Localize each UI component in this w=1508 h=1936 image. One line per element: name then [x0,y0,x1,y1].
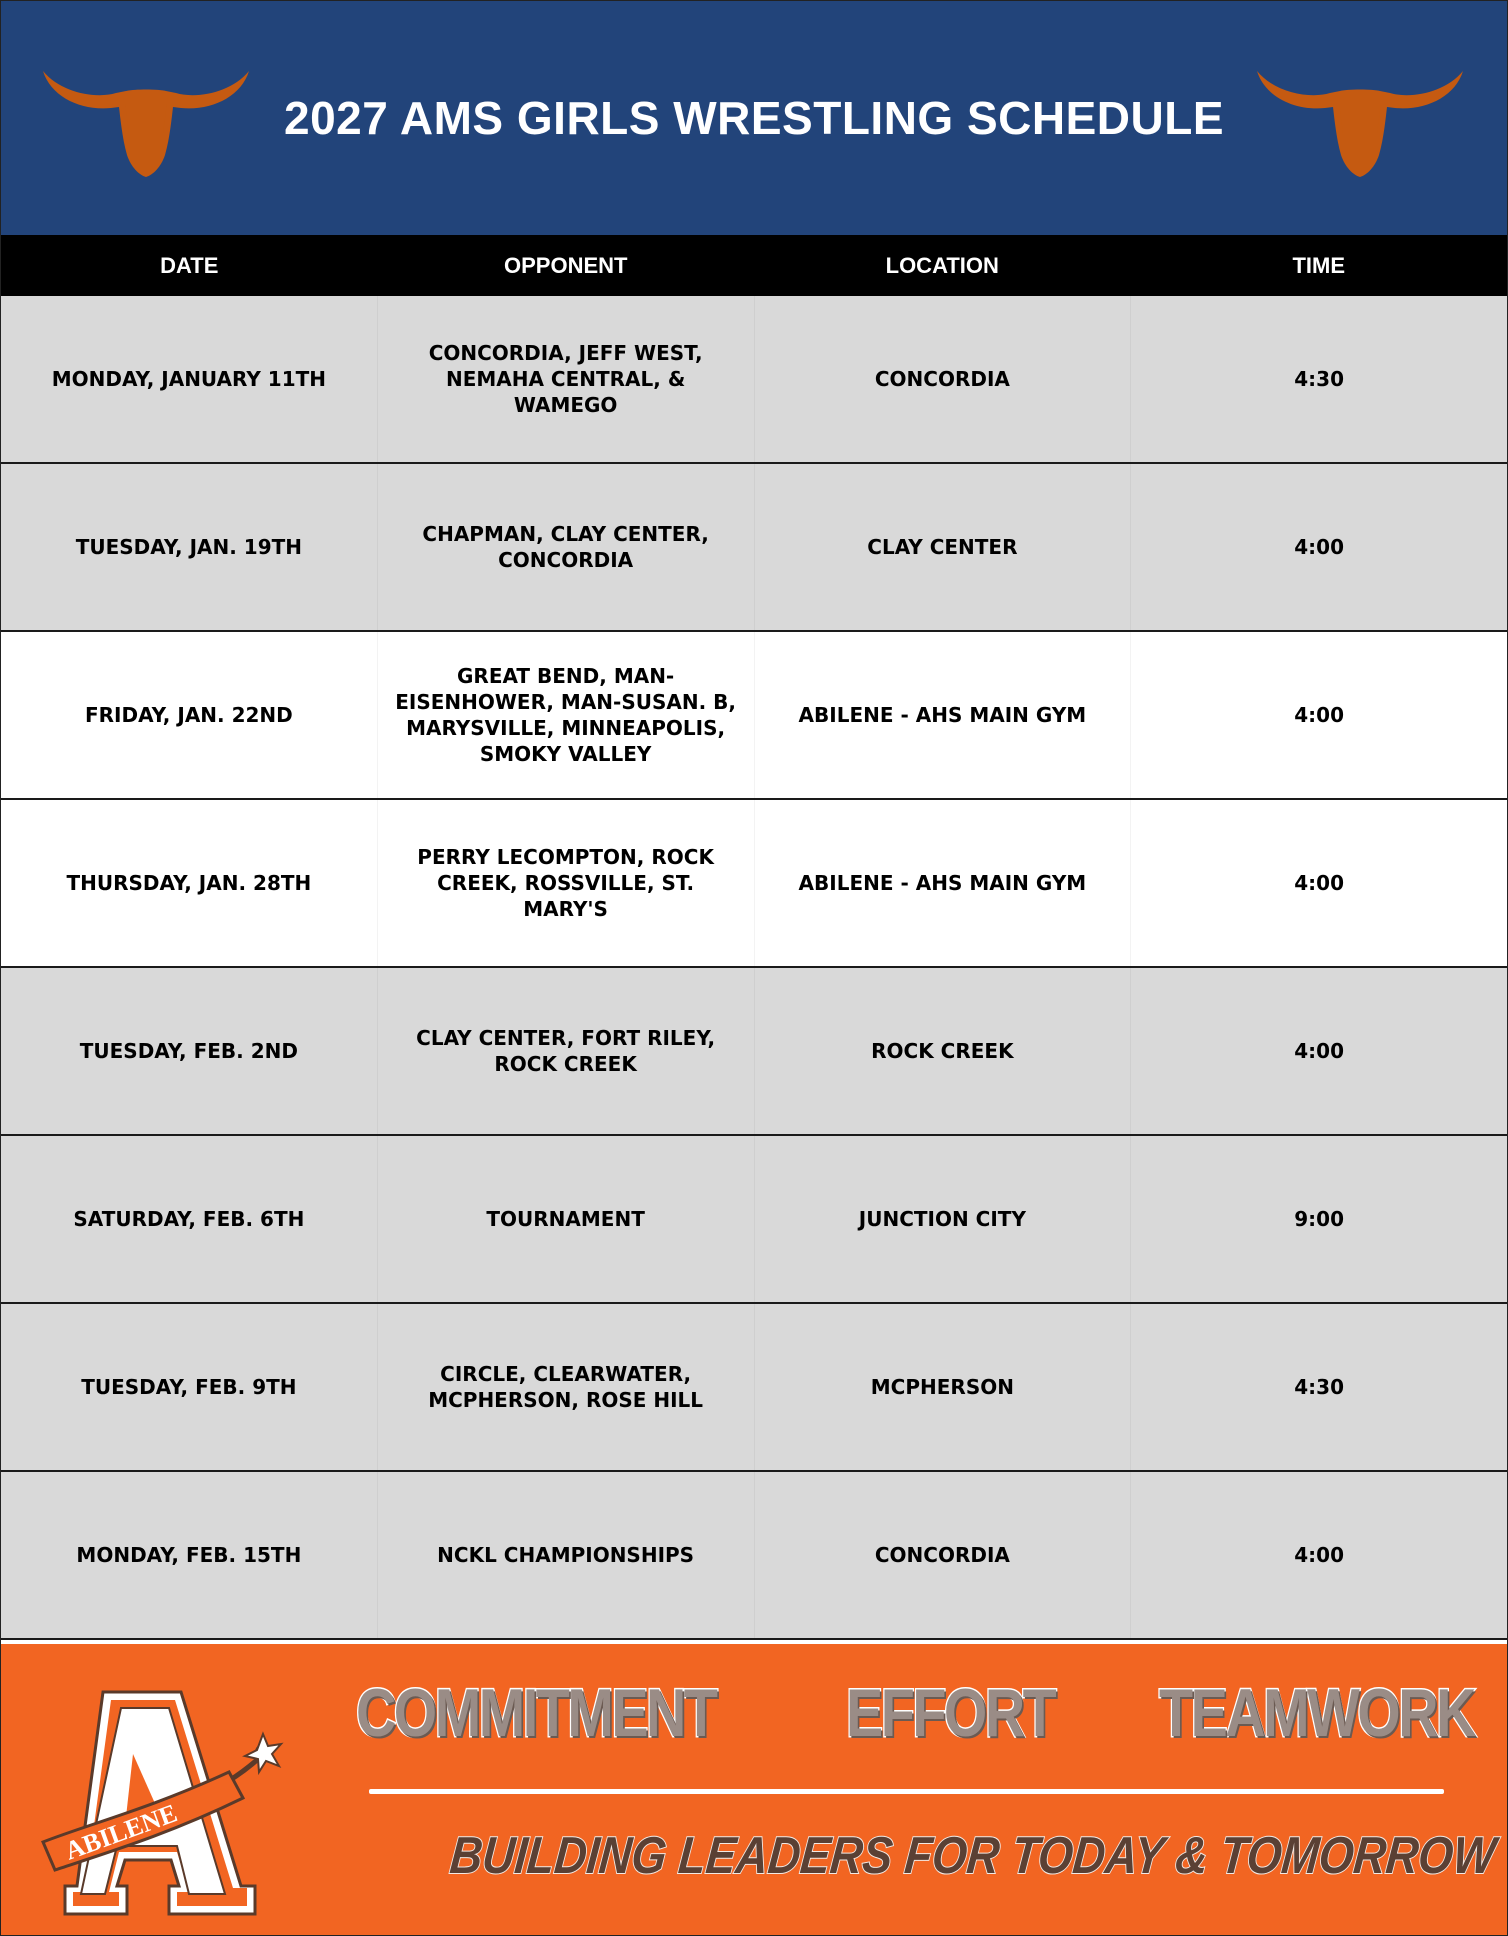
schedule-table [1,296,1507,1640]
date-cell: TUESDAY, FEB. 2ND [79,1039,298,1063]
column-header-date: DATE [160,253,219,278]
date-cell: MONDAY, JANUARY 11TH [51,367,327,391]
time-cell: 4:00 [1130,464,1507,630]
column-header-location: LOCATION [885,253,999,278]
logo-banner-text: ABILENE [61,1798,182,1866]
value-word-effort: EFFORT [846,1675,1055,1751]
page-title: 2027 AMS GIRLS WRESTLING SCHEDULE [283,92,1225,144]
longhorn-logo-icon [1255,63,1465,183]
time-cell: 4:30 [1130,1304,1507,1470]
location-cell: JUNCTION CITY [754,1136,1131,1302]
date-cell: THURSDAY, JAN. 28TH [66,871,312,895]
location-cell: ABILENE - AHS MAIN GYM [754,632,1131,798]
opponent-cell: PERRY LECOMPTON, ROCK CREEK, ROSSVILLE, ST. MARY'S [377,800,754,966]
column-header-bar [1,235,1507,296]
value-word-commitment: COMMITMENT [356,1675,716,1751]
column-header-opponent: OPPONENT [504,253,628,278]
date-cell: MONDAY, FEB. 15TH [76,1543,302,1567]
date-cell: TUESDAY, FEB. 9TH [81,1375,297,1399]
table-row [1,632,1507,800]
date-cell: TUESDAY, JAN. 19TH [75,535,303,559]
footer-motto: BUILDING LEADERS FOR TODAY & TOMORROW [447,1827,1499,1885]
time-cell: 4:30 [1130,296,1507,462]
footer-banner [1,1644,1507,1935]
time-cell: 9:00 [1130,1136,1507,1302]
opponent-cell: TOURNAMENT [377,1136,754,1302]
time-cell: 4:00 [1130,800,1507,966]
table-row [1,296,1507,464]
table-row [1,1136,1507,1304]
column-header-time: TIME [1292,253,1346,278]
opponent-cell: CONCORDIA, JEFF WEST, NEMAHA CENTRAL, & WAMEGO [377,296,754,462]
time-cell: 4:00 [1130,632,1507,798]
header-banner [1,1,1507,235]
abilene-a-spur-logo-icon [29,1674,309,1919]
table-row [1,464,1507,632]
location-cell: ABILENE - AHS MAIN GYM [754,800,1131,966]
value-word-teamwork: TEAMWORK [1159,1675,1474,1751]
opponent-cell: GREAT BEND, MAN-EISENHOWER, MAN-SUSAN. B, MARYSVILLE, MINNEAPOLIS, SMOKY VALLEY [377,632,754,798]
footer-divider [369,1789,1444,1794]
location-cell: CONCORDIA [754,1472,1131,1638]
location-cell: MCPHERSON [754,1304,1131,1470]
opponent-cell: NCKL CHAMPIONSHIPS [377,1472,754,1638]
table-row [1,968,1507,1136]
location-cell: CONCORDIA [754,296,1131,462]
opponent-cell: CHAPMAN, CLAY CENTER, CONCORDIA [377,464,754,630]
date-cell: FRIDAY, JAN. 22ND [84,703,293,727]
opponent-cell: CLAY CENTER, FORT RILEY, ROCK CREEK [377,968,754,1134]
table-row [1,800,1507,968]
opponent-cell: CIRCLE, CLEARWATER, MCPHERSON, ROSE HILL [377,1304,754,1470]
time-cell: 4:00 [1130,1472,1507,1638]
location-cell: ROCK CREEK [754,968,1131,1134]
time-cell: 4:00 [1130,968,1507,1134]
location-cell: CLAY CENTER [754,464,1131,630]
table-row [1,1304,1507,1472]
table-row [1,1472,1507,1640]
date-cell: SATURDAY, FEB. 6TH [73,1207,305,1231]
